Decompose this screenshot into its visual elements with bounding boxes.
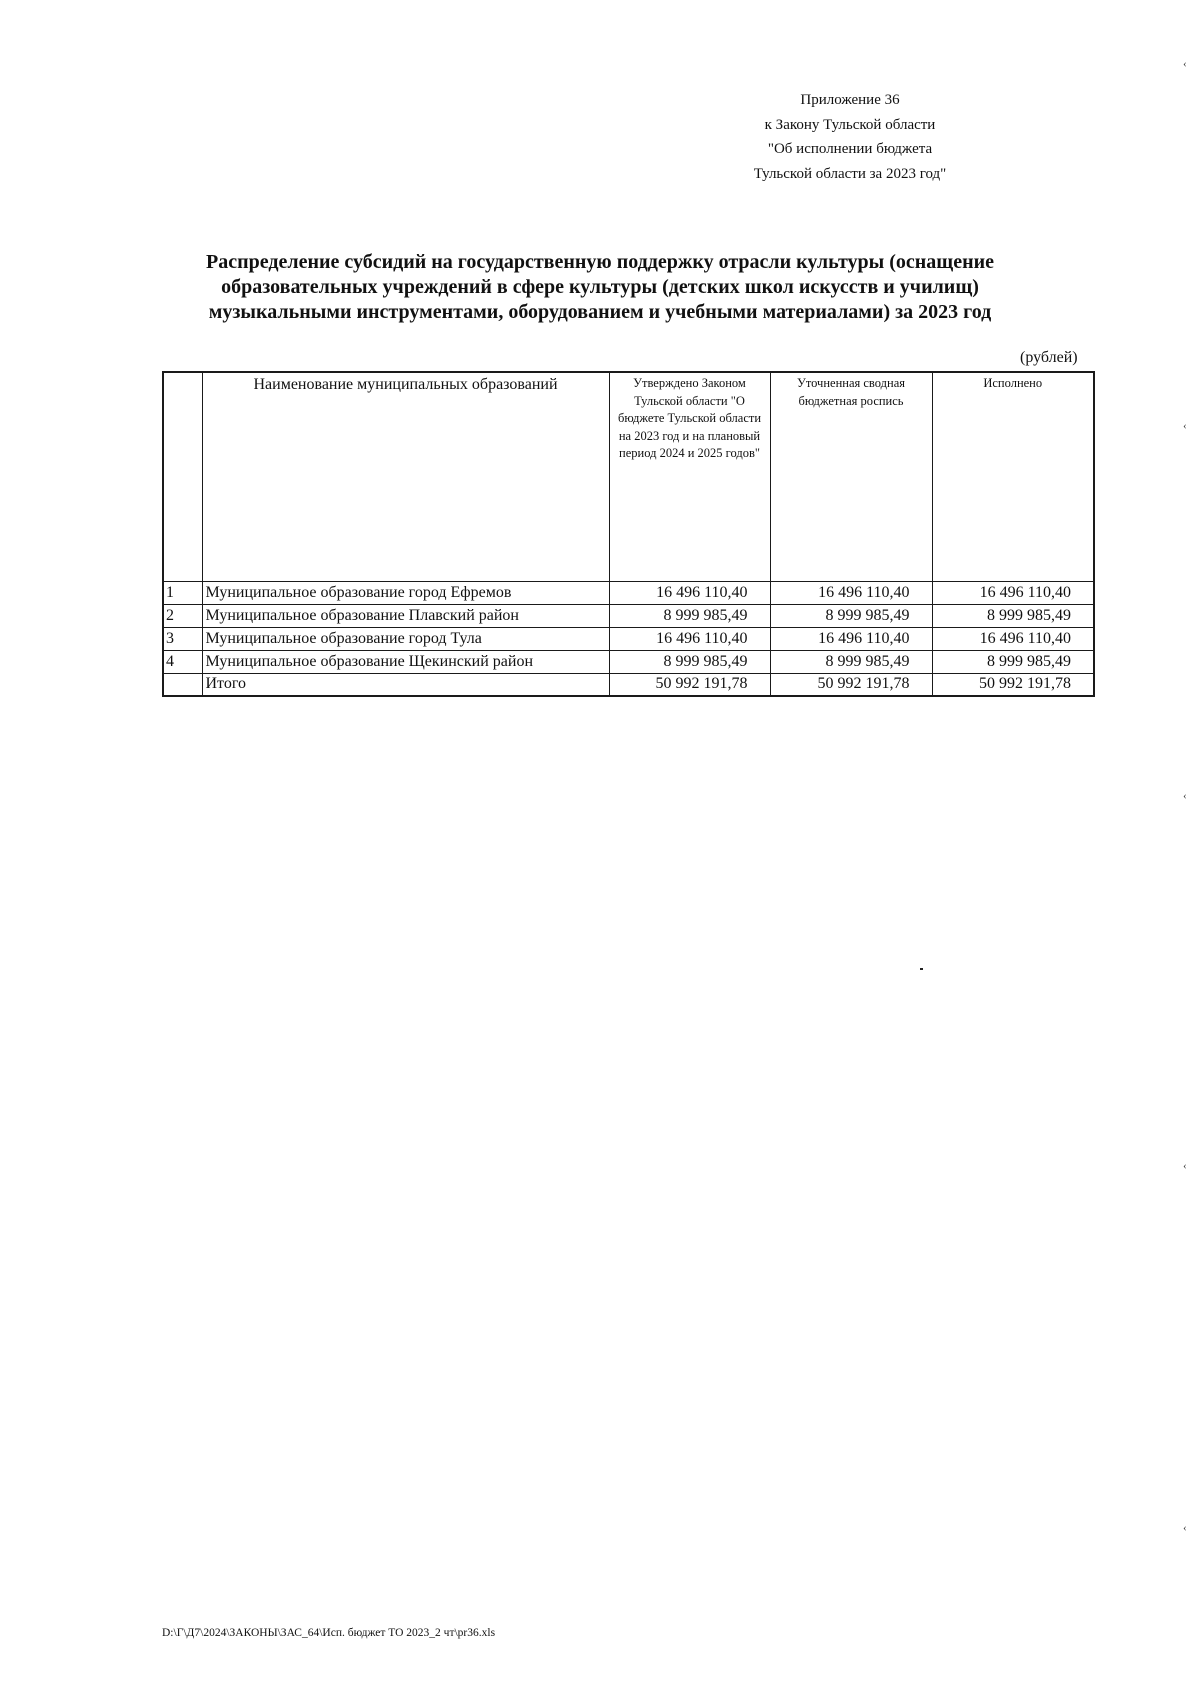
title-line-2: образовательных учреждений в сфере культуры (детских школ искусств и училищ) bbox=[221, 276, 979, 298]
row-approved: 16 496 110,40 bbox=[609, 581, 770, 604]
scan-artifact: ‹ bbox=[1183, 1522, 1187, 1534]
scan-speck bbox=[920, 968, 923, 970]
row-executed: 8 999 985,49 bbox=[932, 650, 1094, 673]
row-number: 2 bbox=[163, 604, 202, 627]
total-executed: 50 992 191,78 bbox=[932, 673, 1094, 696]
header-name: Наименование муниципальных образований bbox=[202, 372, 609, 581]
table-header-row bbox=[163, 372, 1094, 581]
file-path-footer: D:\Г\Д7\2024\ЗАКОНЫ\ЗАС_64\Исп. бюджет ТО 2023_2 чт\pr36.xls bbox=[162, 1627, 496, 1639]
row-refined: 16 496 110,40 bbox=[770, 581, 932, 604]
row-approved: 8 999 985,49 bbox=[609, 650, 770, 673]
title-line-1: Распределение субсидий на государственную поддержку отрасли культуры (оснащение bbox=[206, 251, 994, 273]
row-name: Муниципальное образование Щекинский район bbox=[202, 650, 609, 673]
appendix-line-3: "Об исполнении бюджета bbox=[767, 141, 933, 157]
table-row bbox=[163, 581, 1094, 604]
total-approved: 50 992 191,78 bbox=[609, 673, 770, 696]
title-line-3: музыкальными инструментами, оборудованием и учебными материалами) за 2023 год bbox=[208, 301, 992, 323]
appendix-line-2: к Закону Тульской области bbox=[764, 116, 936, 133]
scan-artifact: ‹ bbox=[1183, 420, 1187, 432]
document-title bbox=[150, 250, 1050, 325]
header-approved: Утверждено Законом Тульской области "О бюджете Тульской области на 2023 год и на плановый период 2024 и 2025 годов" bbox=[609, 372, 770, 581]
total-row bbox=[163, 673, 1094, 696]
units-label: (рублей) bbox=[1020, 349, 1078, 366]
total-name: Итого bbox=[202, 673, 609, 696]
row-number: 4 bbox=[163, 650, 202, 673]
table-row bbox=[163, 627, 1094, 650]
appendix-line-1: Приложение 36 bbox=[800, 92, 900, 108]
row-approved: 8 999 985,49 bbox=[609, 604, 770, 627]
row-executed: 8 999 985,49 bbox=[932, 604, 1094, 627]
scan-artifact: ‹ bbox=[1183, 790, 1187, 802]
header-number bbox=[163, 372, 202, 581]
row-executed: 16 496 110,40 bbox=[932, 581, 1094, 604]
subsidy-table bbox=[162, 371, 1095, 697]
table-row bbox=[163, 650, 1094, 673]
row-approved: 16 496 110,40 bbox=[609, 627, 770, 650]
appendix-line-4: Тульской области за 2023 год" bbox=[753, 165, 947, 182]
row-executed: 16 496 110,40 bbox=[932, 627, 1094, 650]
header-refined: Уточненная сводная бюджетная роспись bbox=[770, 372, 932, 581]
scan-artifact: ‹ bbox=[1183, 1160, 1187, 1172]
total-number bbox=[163, 673, 202, 696]
total-refined: 50 992 191,78 bbox=[770, 673, 932, 696]
row-number: 3 bbox=[163, 627, 202, 650]
scan-artifact: ‹ bbox=[1183, 58, 1187, 70]
row-refined: 8 999 985,49 bbox=[770, 650, 932, 673]
header-executed: Исполнено bbox=[932, 372, 1094, 581]
appendix-block bbox=[640, 88, 1060, 186]
row-name: Муниципальное образование город Ефремов bbox=[202, 581, 609, 604]
row-refined: 16 496 110,40 bbox=[770, 627, 932, 650]
row-number: 1 bbox=[163, 581, 202, 604]
table-row bbox=[163, 604, 1094, 627]
row-name: Муниципальное образование Плавский район bbox=[202, 604, 609, 627]
row-name: Муниципальное образование город Тула bbox=[202, 627, 609, 650]
row-refined: 8 999 985,49 bbox=[770, 604, 932, 627]
